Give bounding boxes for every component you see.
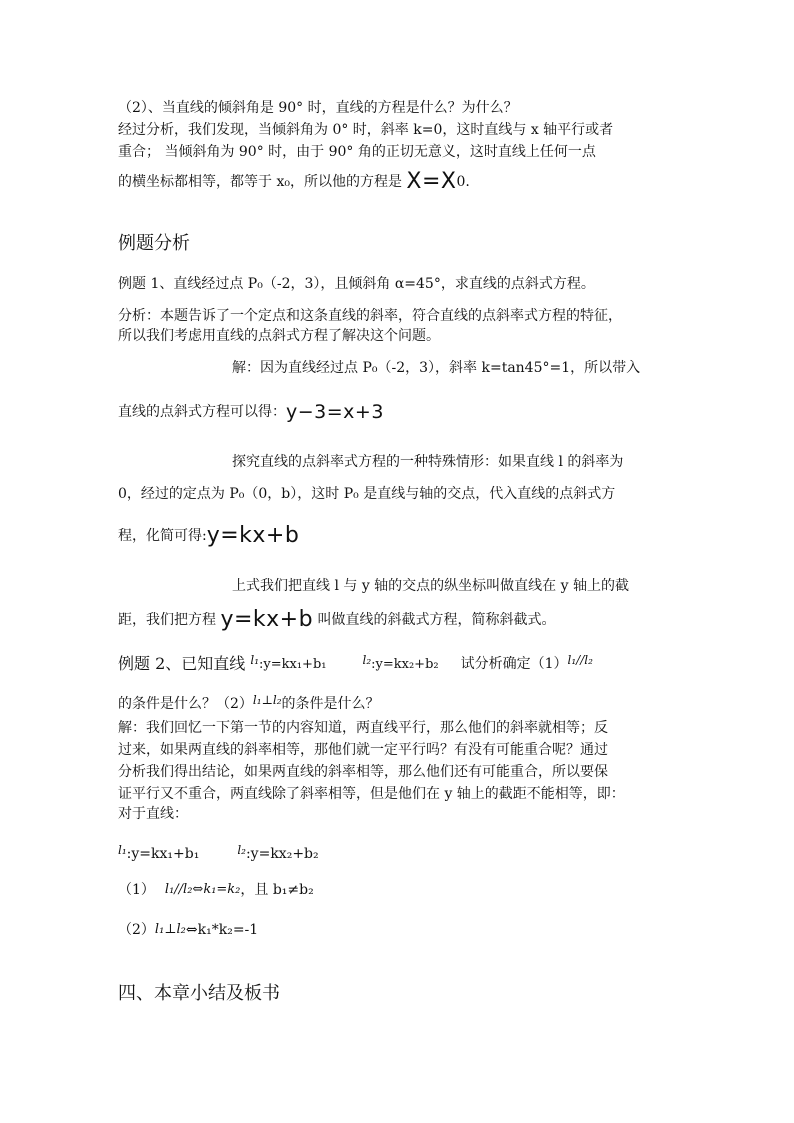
example-1-analysis-line-1: 分析：本题告诉了一个定点和这条直线的斜率，符合直线的点斜率式方程的特征， [118,308,622,324]
analysis-line-1: 经过分析，我们发现，当倾斜角为 0° 时，斜率 k=0，这时直线与 x 轴平行或者 [118,122,614,138]
example-2-label: 例题 2、已知直线 [118,654,251,673]
line-l1-equation: :y=kx₁+b₁ [259,657,327,672]
example-2-question: 试分析确定（1） [460,656,568,672]
example-2-solution-line-2: 过来，如果两直线的斜率相等，那他们就一定平行吗？有没有可能重合呢？通过 [118,742,608,758]
example-2-solution-line-3: 分析我们得出结论，如果两直线的斜率相等，那么他们还有可能重合，所以要保 [118,764,608,780]
vertical-line-equation-subscript: 0. [456,174,470,190]
example-2-line [118,650,593,675]
analysis-line-3 [118,169,470,194]
def-l2-equation: :y=kx₂+b₂ [245,846,319,862]
example-1-solution-line-2 [118,402,384,422]
parallel-condition-number: （1） [118,882,155,898]
vertical-line-equation: X=X [406,169,457,194]
def-l1-symbol: l₁ [118,843,127,857]
example-1-solution-line-1: 解：因为直线经过点 P₀（-2，3），斜率 k=tan45°=1，所以带入 [232,360,641,376]
example-2-solution-line-1: 解：我们回忆一下第一节的内容知道，两直线平行，那么他们的斜率就相等；反 [118,720,608,736]
slope-intercept-equation: y=kx+b [206,523,300,548]
def-l2-symbol: l₂ [237,843,246,857]
line-l2-equation: :y=kx₂+b₂ [371,657,439,672]
analysis-line-2: 重合； 当倾斜角为 90° 时，由于 90° 角的正切无意义，这时直线上任何一点 [118,144,596,160]
question-2-line: （2）、当直线的倾斜角是 90° 时，直线的方程是什么？为什么？ [118,100,518,116]
perpendicular-condition-number: （2） [118,922,155,938]
example-2-line-2 [118,690,380,714]
perpendicular-condition [118,920,258,940]
special-case-line-3 [118,523,300,548]
slope-intercept-form: y=kx+b [220,607,314,632]
special-case-line-1: 探究直线的点斜率式方程的一种特殊情形：如果直线 l 的斜率为 [232,454,624,470]
section-heading-examples: 例题分析 [118,233,190,254]
intercept-text-1: 距，我们把方程 [118,612,221,628]
example-2-solution-line-4: 证平行又不重合，两直线除了斜率相等，但是他们在 y 轴上的截距不能相等，即： [118,786,625,802]
special-case-text: 程，化简可得: [118,528,207,544]
parallel-condition-formula: l₁//l₂⇔k₁=k₂ [164,882,241,897]
parallel-condition-intercept: ，且 b₁≠b₂ [240,882,314,898]
condition-text-2: 的条件是什么？ [281,696,380,712]
parallel-symbol: l₁//l₂ [567,653,593,667]
solution-text: 直线的点斜式方程可以得： [118,404,286,420]
section-heading-summary: 四、本章小结及板书 [118,983,280,1004]
intercept-definition-line-1: 上式我们把直线 l 与 y 轴的交点的纵坐标叫做直线在 y 轴上的截 [232,578,629,594]
def-l1-equation: :y=kx₁+b₁ [126,846,200,862]
perpendicular-condition-formula: ⇔k₁*k₂=-1 [185,922,259,938]
line-l2-symbol: l₂ [362,653,372,667]
intercept-text-2: 叫做直线的斜截式方程，简称斜截式。 [313,612,556,628]
perpendicular-symbol: l₁⊥l₂ [252,693,282,707]
condition-text-1: 的条件是什么？（2） [118,696,253,712]
special-case-line-2: 0，经过的定点为 P₀（0，b），这时 P₀ 是直线与轴的交点，代入直线的点斜式方 [118,486,616,502]
example-1-analysis-line-2: 所以我们考虑用直线的点斜式方程了解决这个问题。 [118,328,440,344]
parallel-condition [118,880,314,900]
example-1-line: 例题 1、直线经过点 P₀（-2，3），且倾斜角 α=45°，求直线的点斜式方程。 [118,276,595,292]
perpendicular-condition-symbol: l₁⊥l₂ [154,922,186,937]
example-2-solution-line-5: 对于直线： [118,806,188,822]
line-l1-symbol: l₁ [250,653,260,667]
point-slope-result: y−3=x+3 [286,401,384,423]
line-definitions [118,840,319,864]
intercept-definition-line-2 [118,607,556,632]
analysis-line-3-text: 的横坐标都相等，都等于 x₀，所以他的方程是 [118,174,407,190]
